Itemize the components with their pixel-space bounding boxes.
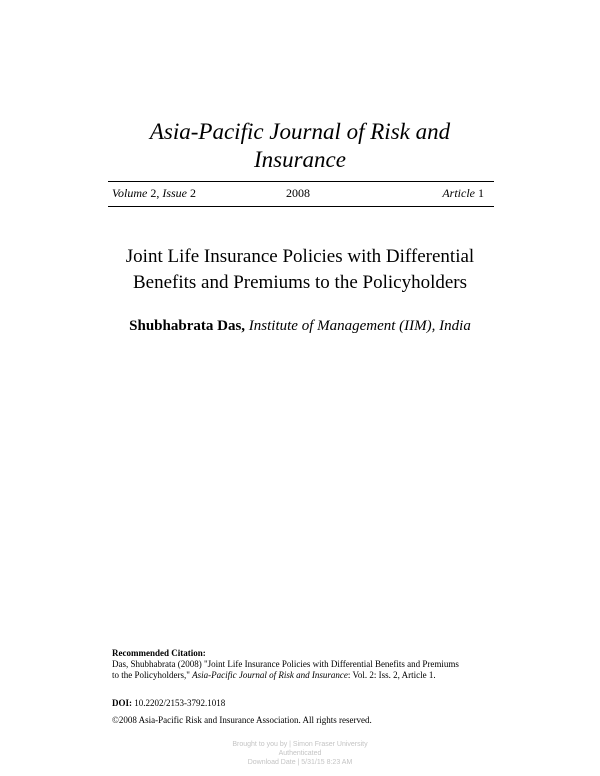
article-title <box>60 244 540 296</box>
author-affiliation: Institute of Management (IIM), India <box>248 318 471 334</box>
copyright-notice: ©2008 Asia-Pacific Risk and Insurance Association. All rights reserved. <box>112 715 372 725</box>
publication-year: 2008 <box>286 186 310 200</box>
issue-label: Issue <box>162 186 187 200</box>
citation-label: Recommended Citation: <box>112 648 206 658</box>
author-name: Shubhabrata Das, <box>129 318 246 334</box>
citation-line-1: Das, Shubhabrata (2008) "Joint Life Insurance Policies with Differential Benefits and Premiums <box>112 659 459 669</box>
doi-line <box>112 698 225 709</box>
issue-bottom-rule <box>108 206 494 207</box>
watermark-line-3: Download Date | 5/31/15 8:23 AM <box>247 759 353 766</box>
download-watermark <box>0 740 600 767</box>
watermark-line-1: Brought to you by | Simon Fraser University <box>232 741 368 748</box>
volume-label: Volume <box>112 186 148 200</box>
issue-top-rule <box>108 181 494 182</box>
doi-label: DOI: <box>112 698 132 708</box>
article-label: Article <box>442 186 475 200</box>
article-title-line-1: Joint Life Insurance Policies with Differential <box>125 246 475 267</box>
recommended-citation <box>112 648 512 681</box>
journal-title-line-2: Insurance <box>254 147 346 172</box>
issue-number: 2 <box>190 186 196 200</box>
article-title-line-2: Benefits and Premiums to the Policyholders <box>132 272 468 293</box>
citation-line-2-prefix: to the Policyholders," <box>112 670 190 680</box>
citation-journal-name: Asia-Pacific Journal of Risk and Insurance <box>192 670 348 680</box>
article-number <box>442 186 484 200</box>
article-number-value: 1 <box>478 186 484 200</box>
volume-number: 2 <box>150 186 157 200</box>
doi-value[interactable]: 10.2202/2153-3792.1018 <box>134 698 226 708</box>
volume-issue: Volume 2, Issue 2 <box>112 186 196 200</box>
watermark-line-2: Authenticated <box>278 750 322 757</box>
journal-title-line-1: Asia-Pacific Journal of Risk and <box>149 119 451 144</box>
journal-title <box>0 118 600 174</box>
citation-line-2-suffix: : Vol. 2: Iss. 2, Article 1. <box>347 670 436 680</box>
author-line <box>0 316 600 336</box>
